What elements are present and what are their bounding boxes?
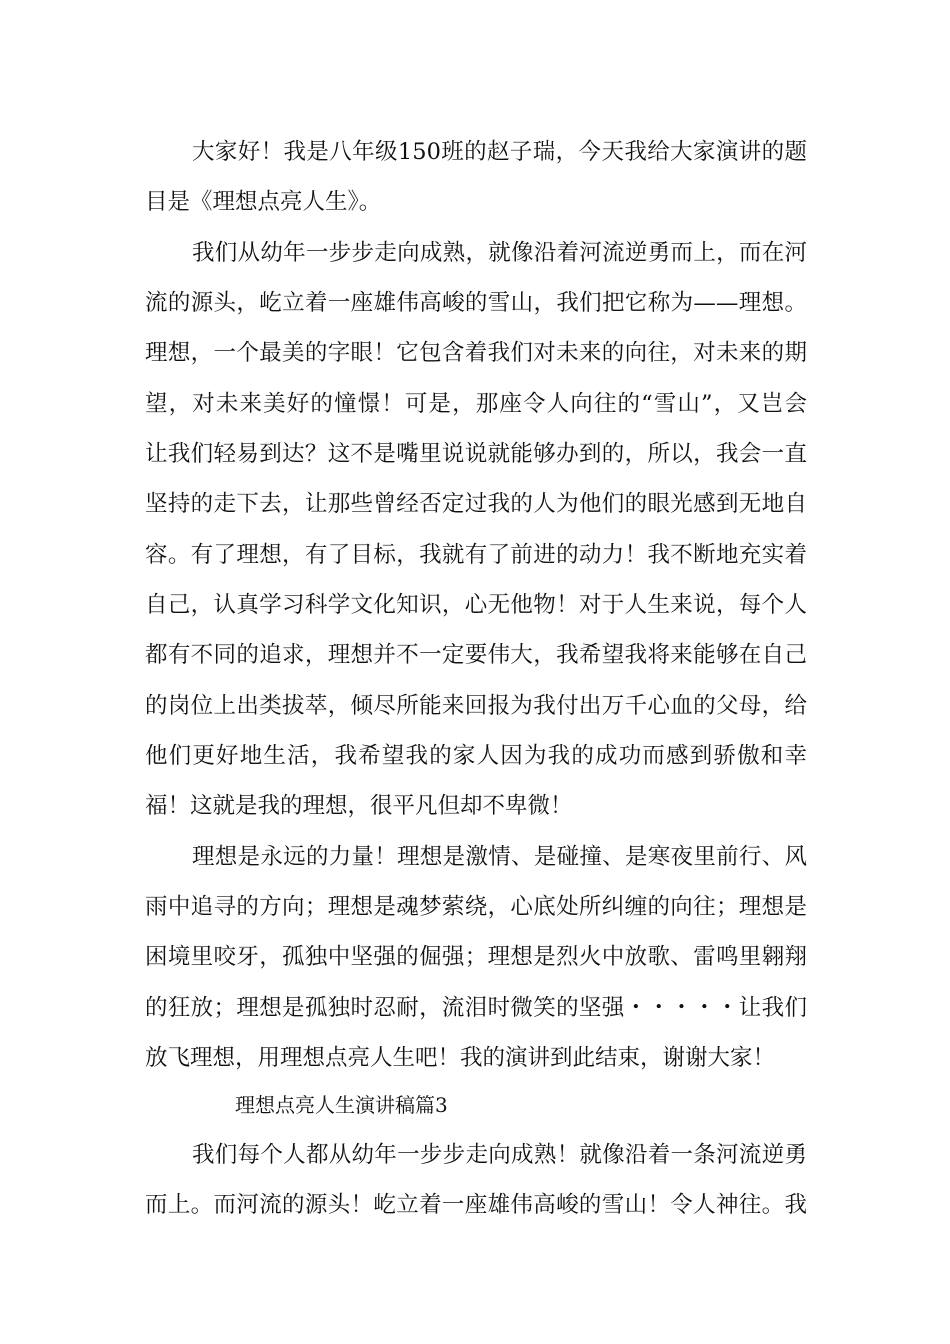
paragraph-3-line-5: 放飞理想，用理想点亮人生吧！我的演讲到此结束，谢谢大家！ [145, 1045, 776, 1071]
paragraph-2-line-9: 都有不同的追求，理想并不一定要伟大，我希望我将来能够在自己 [145, 642, 807, 668]
paragraph-1-line-1: 大家好！我是八年级150班的赵子瑞，今天我给大家演讲的题 [192, 139, 807, 165]
paragraph-3-line-4: 的狂放；理想是孤独时忍耐，流泪时微笑的坚强・・・・・让我们 [145, 995, 807, 1021]
paragraph-2-line-6: 坚持的走下去，让那些曾经否定过我的人为他们的眼光感到无地自 [145, 491, 807, 517]
paragraph-2-line-10: 的岗位上出类拔萃，倾尽所能来回报为我付出万千心血的父母，给 [145, 693, 807, 719]
paragraph-2-line-7: 容。有了理想，有了目标，我就有了前进的动力！我不断地充实着 [145, 542, 807, 568]
paragraph-2-line-12: 福！这就是我的理想，很平凡但却不卑微！ [145, 793, 573, 819]
paragraph-3-line-1: 理想是永远的力量！理想是激情、是碰撞、是寒夜里前行、风 [192, 844, 807, 870]
paragraph-2-line-2: 流的源头，屹立着一座雄伟高峻的雪山，我们把它称为——理想。 [145, 290, 807, 316]
paragraph-3-line-2: 雨中追寻的方向；理想是魂梦萦绕，心底处所纠缠的向往；理想是 [145, 894, 807, 920]
paragraph-2-line-11: 他们更好地生活，我希望我的家人因为我的成功而感到骄傲和幸 [145, 743, 807, 769]
paragraph-2-line-8: 自己，认真学习科学文化知识，心无他物！对于人生来说，每个人 [145, 592, 807, 618]
paragraph-3-line-3: 困境里咬牙，孤独中坚强的倔强；理想是烈火中放歌、雷鸣里翱翔 [145, 944, 807, 970]
paragraph-4-line-1: 我们每个人都从幼年一步步走向成熟！就像沿着一条河流逆勇 [192, 1142, 807, 1168]
paragraph-1-line-2: 目是《理想点亮人生》。 [145, 189, 382, 215]
paragraph-2-line-3: 理想，一个最美的字眼！它包含着我们对未来的向往，对未来的期 [145, 340, 807, 366]
paragraph-2-line-4: 望，对未来美好的憧憬！可是，那座令人向往的“雪山”，又岂会 [145, 391, 807, 417]
paragraph-2-line-1: 我们从幼年一步步走向成熟，就像沿着河流逆勇而上，而在河 [192, 240, 807, 266]
section-heading: 理想点亮人生演讲稿篇3 [235, 1093, 448, 1117]
paragraph-4-line-2: 而上。而河流的源头！屹立着一座雄伟高峻的雪山！令人神往。我 [145, 1192, 807, 1218]
paragraph-2-line-5: 让我们轻易到达？这不是嘴里说说就能够办到的，所以，我会一直 [145, 441, 807, 467]
